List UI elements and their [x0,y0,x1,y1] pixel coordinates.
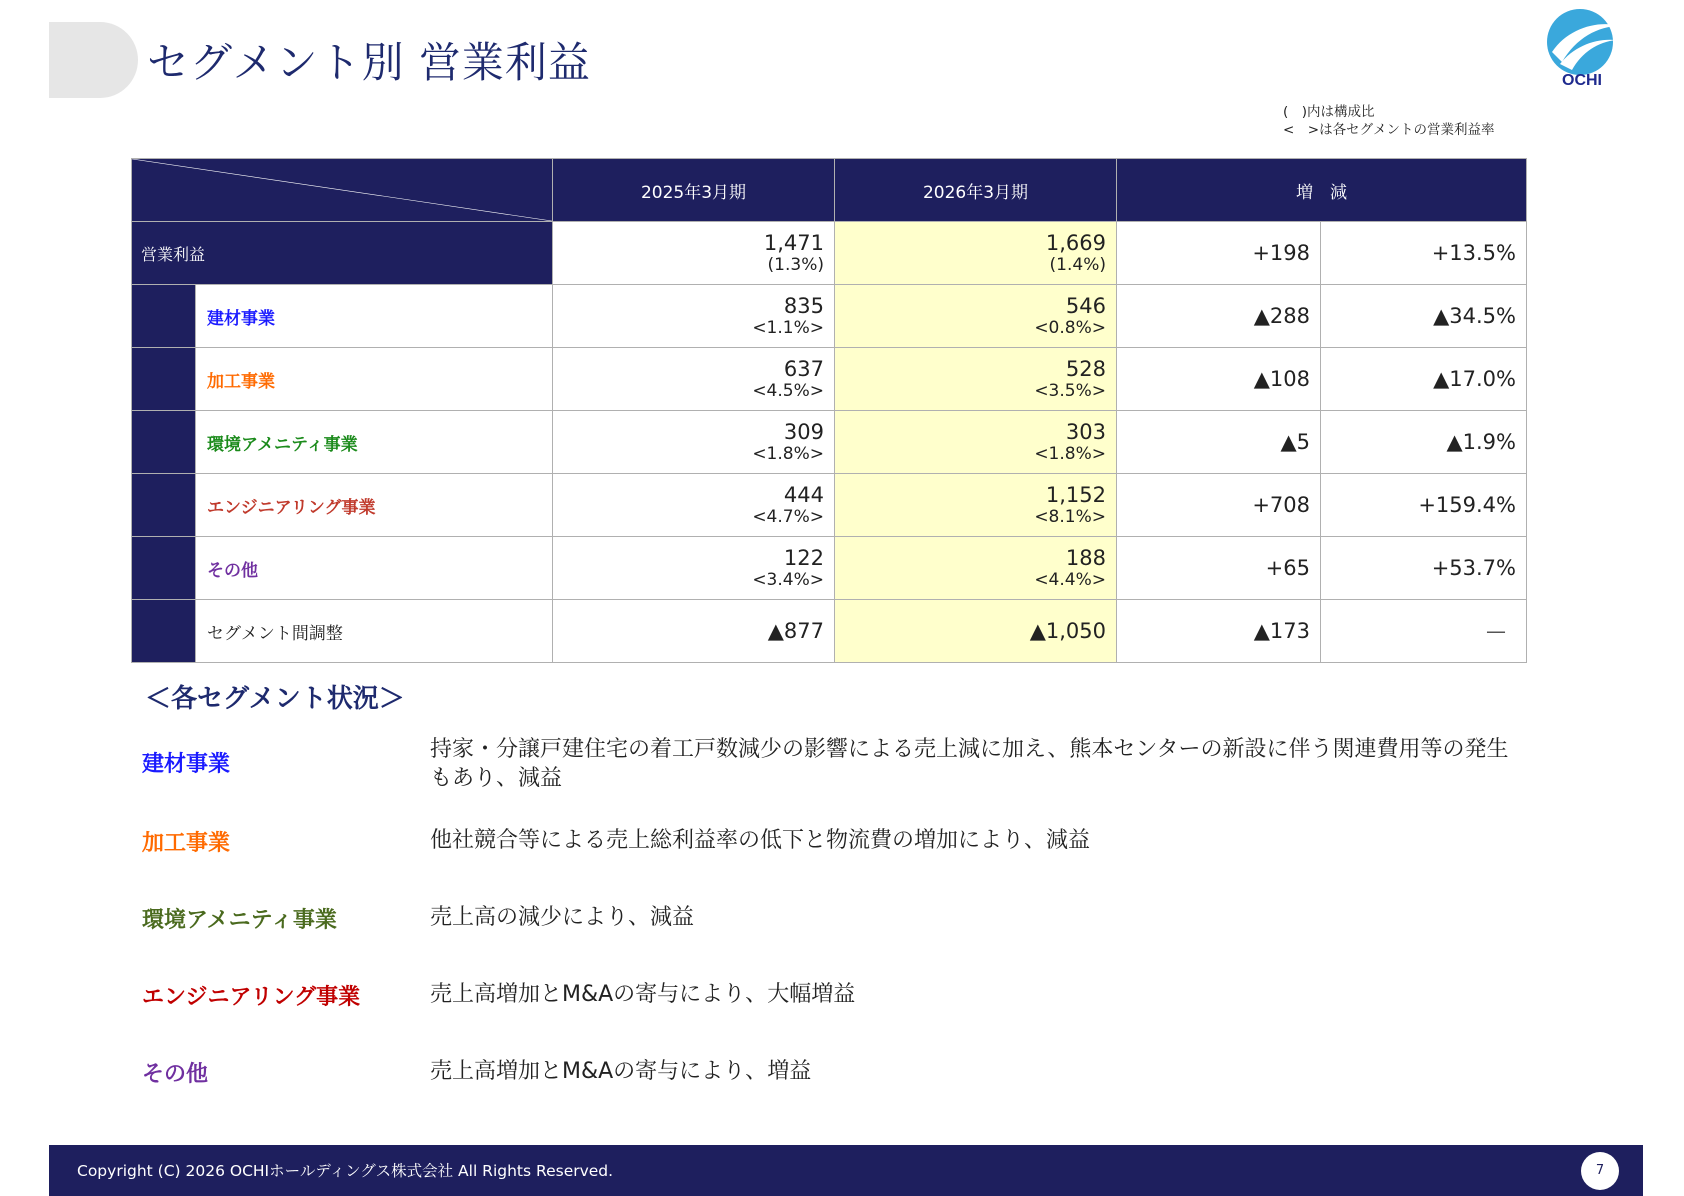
segment-profit-table [131,158,1527,663]
table-row [132,285,1527,348]
cell-adjust-fy2025: ▲877 [553,600,835,663]
row-indent [132,474,196,537]
table-row-total [132,222,1527,285]
status-label: その他 [142,1062,209,1087]
note-ratio: ( )内は構成比 [1283,104,1375,120]
row-label-total: 営業利益 [132,222,553,285]
header-fy2026: 2026年3月期 [835,159,1117,222]
status-text: 他社競合等による売上総利益率の低下と物流費の増加により、減益 [430,828,1091,853]
row-indent [132,348,196,411]
copyright-text: Copyright (C) 2026 OCHIホールディングス株式会社 All Rights Reserved. [77,1162,614,1180]
footer-bar [49,1145,1643,1196]
cell-fy2026: 546 <0.8%> [835,285,1117,348]
status-label: 建材事業 [142,752,231,777]
cell-rate: ▲34.5% [1321,285,1527,348]
cell-total-rate: +13.5% [1321,222,1527,285]
status-text: 売上高の減少により、減益 [430,905,695,930]
table-notes [1283,103,1495,139]
header-change: 増 減 [1117,159,1527,222]
cell-rate: ▲17.0% [1321,348,1527,411]
cell-adjust-fy2026: ▲1,050 [835,600,1117,663]
cell-fy2026: 303 <1.8%> [835,411,1117,474]
cell-total-fy2025: 1,471 (1.3%) [553,222,835,285]
status-label: エンジニアリング事業 [142,985,361,1010]
row-label-segment: 建材事業 [196,285,553,348]
row-label-segment: 加工事業 [196,348,553,411]
cell-fy2025: 637 <4.5%> [553,348,835,411]
cell-total-diff: +198 [1117,222,1321,285]
table-row [132,474,1527,537]
ochi-logo [1540,6,1624,88]
table-row [132,348,1527,411]
row-indent [132,411,196,474]
cell-adjust-rate: — [1321,600,1527,663]
cell-adjust-diff: ▲173 [1117,600,1321,663]
cell-fy2026: 528 <3.5%> [835,348,1117,411]
cell-diff: +65 [1117,537,1321,600]
cell-diff: +708 [1117,474,1321,537]
header-fy2025: 2025年3月期 [553,159,835,222]
status-label: 環境アメニティ事業 [142,908,337,933]
cell-fy2025: 309 <1.8%> [553,411,835,474]
row-indent [132,600,196,663]
cell-fy2026: 1,152 <8.1%> [835,474,1117,537]
cell-fy2025: 122 <3.4%> [553,537,835,600]
page-number: 7 [1581,1152,1619,1190]
row-label-adjustment: セグメント間調整 [196,600,553,663]
cell-rate: +53.7% [1321,537,1527,600]
header-corner-cell [132,159,553,222]
cell-rate: ▲1.9% [1321,411,1527,474]
cell-fy2025: 444 <4.7%> [553,474,835,537]
status-label: 加工事業 [142,831,231,856]
cell-diff: ▲288 [1117,285,1321,348]
row-indent [132,285,196,348]
note-margin: < >は各セグメントの営業利益率 [1283,122,1495,138]
page-title: セグメント別 営業利益 [147,38,591,87]
segment-status-heading: ＜各セグメント状況＞ [145,684,405,714]
cell-total-fy2026: 1,669 (1.4%) [835,222,1117,285]
table-row [132,411,1527,474]
row-label-segment: 環境アメニティ事業 [196,411,553,474]
status-text: 売上高増加とM&Aの寄与により、増益 [430,1059,812,1084]
cell-rate: +159.4% [1321,474,1527,537]
logo-text: OCHI [1562,72,1602,88]
row-label-segment: エンジニアリング事業 [196,474,553,537]
cell-diff: ▲5 [1117,411,1321,474]
row-label-segment: その他 [196,537,553,600]
cell-fy2026: 188 <4.4%> [835,537,1117,600]
row-indent [132,537,196,600]
cell-diff: ▲108 [1117,348,1321,411]
table-row-adjustment [132,600,1527,663]
cell-fy2025: 835 <1.1%> [553,285,835,348]
status-text: 売上高増加とM&Aの寄与により、大幅増益 [430,982,856,1007]
title-tab-decoration [49,22,138,98]
status-text: 持家・分譲戸建住宅の着工戸数減少の影響による売上減に加え、熊本センターの新設に伴う関連費用等の発生もあり、減益 [430,737,1509,791]
table-row [132,537,1527,600]
